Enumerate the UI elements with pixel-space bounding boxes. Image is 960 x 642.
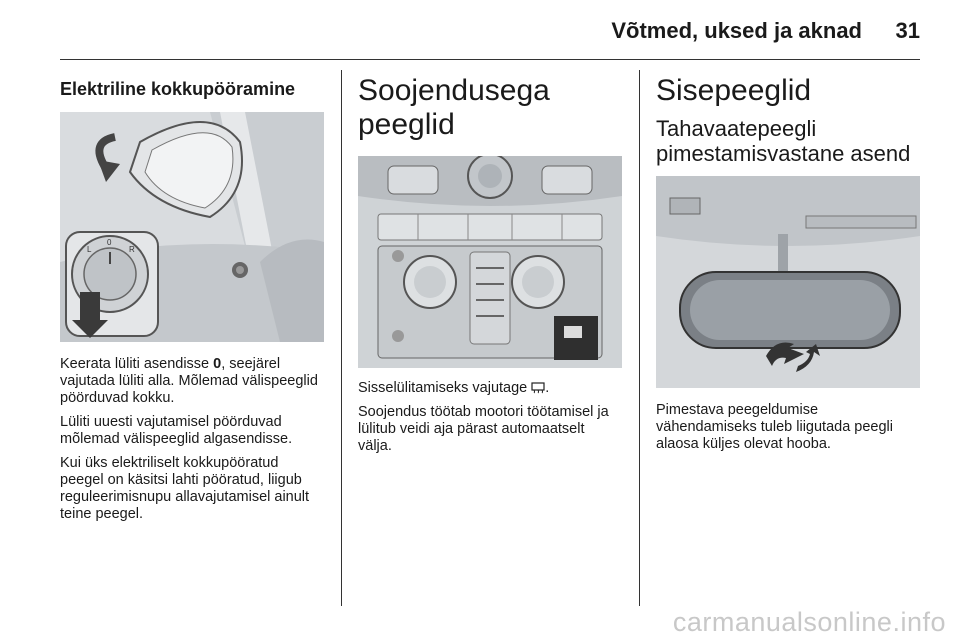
- page-number: 31: [895, 18, 920, 43]
- heated-mirror-icon: [531, 382, 545, 394]
- column-interior-mirrors: [656, 60, 920, 460]
- section-heading: Soojendusega peeglid: [358, 74, 550, 141]
- instruction-paragraph: Kui üks elektriliselt kokkupööratud peegel on käsitsi lahti pööratud, liigub reguleerimisnupu allavajutamisel ainult teine peegel.: [60, 455, 310, 522]
- switch-label-l: L: [87, 245, 92, 254]
- column-heated-mirrors: [358, 60, 622, 462]
- watermark: carmanualsonline.info: [672, 607, 946, 637]
- instruction-paragraph: Keerata lüliti asendisse 0, seejärel vajutada lüliti alla. Mõlemad välispeeglid pöörduvad kokku.: [60, 356, 318, 406]
- section-title: Võtmed, uksed ja aknad: [611, 18, 862, 43]
- switch-label-0: 0: [107, 238, 112, 247]
- page-header: [0, 0, 960, 62]
- rearview-mirror-illustration: [656, 176, 920, 388]
- instruction-paragraph: Lüliti uuesti vajutamisel pöörduvad mõlemad välispeeglid algasendisse.: [60, 414, 293, 447]
- section-heading: Sisepeeglid: [656, 74, 812, 107]
- section-heading: Elektriline kokkupööramine: [60, 79, 296, 99]
- instruction-paragraph: Soojendus töötab mootori töötamisel ja lülitub veidi aja pärast automaatselt välja.: [358, 404, 609, 454]
- section-subheading: Tahavaatepeegli pimestamisvastane asend: [656, 116, 911, 166]
- column-electric-folding: [60, 60, 324, 530]
- switch-label-r: R: [129, 245, 135, 254]
- instruction-paragraph: Sisselülitamiseks vajutage .: [358, 380, 550, 396]
- column-divider: [341, 70, 342, 606]
- climate-control-panel-illustration: [358, 156, 622, 368]
- instruction-paragraph: Pimestava peegeldumise vähendamiseks tuleb liigutada peegli alaosa küljes olevat hooba.: [656, 402, 893, 452]
- mirror-folding-illustration: [60, 112, 324, 342]
- column-divider: [639, 70, 640, 606]
